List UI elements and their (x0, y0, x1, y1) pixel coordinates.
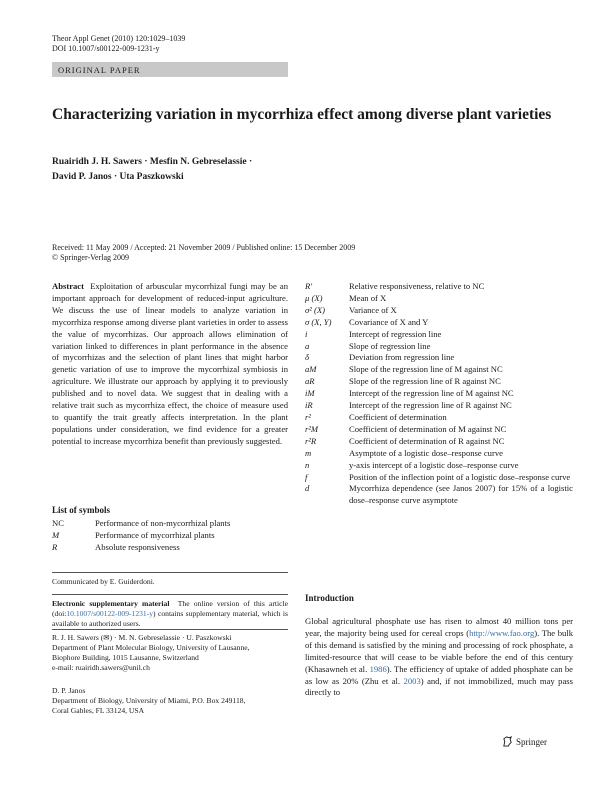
symbol-description: Relative responsiveness, relative to NC (349, 281, 485, 291)
symbol: NC (52, 518, 64, 528)
symbols-heading: List of symbols (52, 505, 111, 515)
symbols-list-left (52, 518, 230, 554)
affiliation-address: Department of Biology, University of Miami, P.O. Box 249118, (52, 696, 246, 705)
symbol-row (305, 483, 573, 507)
symbol-row (305, 400, 573, 412)
symbol-row (305, 305, 573, 317)
symbol-row (305, 472, 573, 484)
symbol-description: Intercept of regression line (349, 328, 442, 339)
symbol-description: Performance of mycorrhizal plants (95, 529, 215, 540)
article-doi: DOI 10.1007/s00122-009-1231-y (52, 44, 160, 53)
citation-link[interactable]: 1986 (369, 663, 387, 674)
esm-label: Electronic supplementary material (52, 599, 170, 608)
symbol: aR (305, 376, 315, 387)
affiliation-address: Biophore Building, 1015 Lausanne, Switzerland (52, 653, 199, 662)
symbol-description: Covariance of X and Y (349, 316, 429, 327)
footnote-divider (52, 629, 288, 630)
journal-citation: Theor Appl Genet (2010) 120:1029–1039 (52, 34, 186, 43)
abstract-text: Exploitation of arbuscular mycorrhizal fungi may be an important approach for development of reduced-input agriculture. We discuss the use of linear models to analyze variation in mycorrhiza response among diverse plant varieties in order to assess the value of mycorrhizas. Our approach allows elimination of variation linked to differences in plant performance in the absence of mycorrhizas and the selection of plant lines that might harbor genetic variation of use to improve the mycorrhizal symbiosis in agriculture. We illustrate our approach by applying it to previously published and to novel data. We suggest that in dealing with a relative trait such as mycorrhiza effect, the choice of measure used to quantify the trait greatly affects interpretation. In the plant populations under consideration, we find evidence for a greater potential to increase mycorrhiza benefit than previously suggested. (52, 281, 288, 446)
affiliation-names: D. P. Janos (52, 686, 86, 695)
symbol-row (305, 317, 573, 329)
publication-dates (52, 243, 552, 263)
affiliation-names: R. J. H. Sawers (✉) · M. N. Gebreselassie · U. Paszkowski (52, 633, 232, 642)
symbol-description: Variance of X (349, 304, 397, 315)
symbol-description: Intercept of the regression line of R against NC (349, 400, 512, 411)
citation-link[interactable]: 2003 (403, 675, 421, 686)
symbol-row (305, 412, 573, 424)
intro-text: Global agricultural phosphate use has risen to almost 40 million tons per year, the majority being used for cereal crops ( (305, 616, 573, 638)
abstract-section (52, 281, 288, 448)
symbol: aM (305, 364, 317, 375)
symbol-description: Coefficient of determination of R against NC (349, 435, 505, 446)
abstract-label: Abstract (52, 281, 84, 291)
symbol: f (305, 471, 308, 482)
symbol: iR (305, 400, 313, 411)
symbol-row (305, 329, 573, 341)
intro-text: ) and, if not immobilized, much may pass directly to (305, 675, 573, 698)
symbol-row (305, 376, 573, 388)
symbol-row (52, 530, 230, 542)
symbol-description: Intercept of the regression line of M against NC (349, 388, 514, 399)
symbol-description: Slope of the regression line of M against NC (349, 364, 503, 375)
symbol-row (305, 352, 573, 364)
paper-title: Characterizing variation in mycorrhiza effect among diverse plant varieties (52, 106, 552, 123)
symbol: r² (305, 411, 311, 422)
intro-text: ). The efficiency of uptake of added phosphate can be as low as 20% (Zhu et al. (305, 663, 573, 686)
symbol: r²M (305, 423, 319, 434)
symbols-list-right (305, 281, 573, 507)
symbol: σ² (X) (305, 304, 325, 315)
communicated-by: Communicated by E. Guiderdoni. (52, 577, 155, 586)
esm-text: ) contains supplementary material, which is available to authorized users. (52, 609, 288, 628)
affiliation-email[interactable]: e-mail: ruairidh.sawers@unil.ch (52, 663, 150, 672)
symbol: iM (305, 388, 315, 399)
symbol-row (305, 388, 573, 400)
symbol-row (305, 424, 573, 436)
article-type-banner (52, 62, 288, 77)
author-line-2: David P. Janos · Uta Paszkowski (52, 172, 184, 182)
copyright-notice: © Springer-Verlag 2009 (52, 253, 130, 262)
symbol-description: Coefficient of determination of M against NC (349, 423, 507, 434)
intro-text: ). The bulk of this demand is satisfied by the mining and processing of rock phosphate, a limited-resource that will cease to be viable before the end of this century (Khasawneh et al. (305, 627, 573, 674)
symbol: R′ (305, 281, 313, 291)
symbol-row (305, 460, 573, 472)
affiliation-address: Coral Gables, FL 33124, USA (52, 706, 145, 715)
symbol-description: Deviation from regression line (349, 352, 455, 363)
springer-horse-icon (502, 736, 513, 747)
affiliation-1 (52, 633, 288, 673)
introduction-paragraph (305, 616, 573, 699)
affiliation-address: Department of Plant Molecular Biology, University of Lausanne, (52, 643, 250, 652)
symbol: n (305, 459, 310, 470)
symbol: R (52, 541, 58, 552)
symbol: μ (X) (305, 292, 323, 303)
author-list (52, 155, 452, 185)
symbol-description: Performance of non-mycorrhizal plants (95, 518, 231, 528)
esm-doi-link[interactable]: 10.1007/s00122-009-1231-y (66, 609, 154, 618)
symbol: d (305, 483, 310, 494)
symbol-row (305, 293, 573, 305)
symbol: a (305, 340, 310, 351)
symbol-row (305, 281, 573, 293)
symbol: σ (X, Y) (305, 316, 332, 327)
symbol-description: Asymptote of a logistic dose–response curve (349, 447, 503, 458)
symbol-description: Slope of regression line (349, 340, 431, 351)
article-type-label: ORIGINAL PAPER (58, 65, 141, 75)
symbol-row (305, 341, 573, 353)
symbol-row (305, 436, 573, 448)
author-line-1: Ruairidh J. H. Sawers · Mesfin N. Gebreselassie · (52, 157, 253, 167)
footnote-divider (52, 594, 288, 595)
symbol: i (305, 328, 308, 339)
symbol: m (305, 447, 312, 458)
symbol-row (52, 542, 230, 554)
symbol-row (305, 364, 573, 376)
symbol-description: Mean of X (349, 292, 387, 303)
symbol-description: y-axis intercept of a logistic dose–response curve (349, 459, 519, 470)
received-accepted-dates: Received: 11 May 2009 / Accepted: 21 November 2009 / Published online: 15 December 2009 (52, 243, 356, 252)
symbol-description: Position of the inflection point of a logistic dose–response curve (349, 471, 571, 482)
symbol: r²R (305, 435, 317, 446)
symbol-row (305, 448, 573, 460)
affiliation-2 (52, 686, 288, 716)
footnote-divider (52, 572, 288, 573)
fao-link[interactable]: http://www.fao.org (469, 627, 535, 638)
symbol-description: Absolute responsiveness (95, 541, 180, 552)
publisher-name: Springer (516, 736, 547, 747)
esm-text: The online version of this article (doi: (52, 599, 288, 618)
symbol: M (52, 529, 60, 540)
symbol-description: Coefficient of determination (349, 411, 447, 422)
symbol-description: Slope of the regression line of R against NC (349, 376, 501, 387)
symbol: δ (305, 352, 309, 363)
esm-note (52, 599, 288, 629)
introduction-heading: Introduction (305, 593, 354, 603)
symbol-row (52, 518, 230, 530)
symbol-description: Mycorrhiza dependence (see Janos 2007) for 15% of a logistic dose–response curve asymptote (349, 483, 573, 506)
publisher-logo (502, 736, 547, 747)
